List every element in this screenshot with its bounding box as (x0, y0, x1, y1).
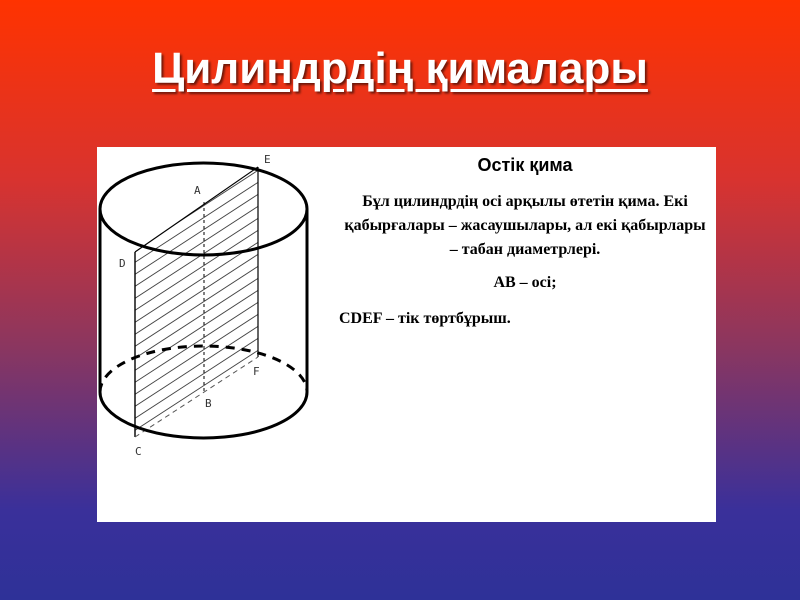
slide-title: Цилиндрдің қималары (152, 44, 648, 93)
axis-statement: AB – осі; (493, 274, 557, 291)
section-heading: Остік қима (477, 155, 573, 175)
label-b: B (205, 397, 212, 410)
label-e: E (264, 153, 271, 166)
section-hatching (97, 147, 297, 522)
cylinder-diagram (97, 147, 337, 522)
content-panel (97, 147, 716, 522)
rectangle-statement: CDEF – тік төртбұрыш. (339, 310, 511, 327)
section-description: Бұл цилиндрдің осі арқылы өтетін қима. Екі қабырғалары – жасаушылары, ал екі қабырлары – табан диаметрлері. (344, 193, 706, 258)
edge-cf-hidden (135, 357, 258, 437)
label-d: D (119, 257, 126, 270)
label-f: F (253, 365, 260, 378)
label-a: A (194, 184, 201, 197)
section-text (337, 153, 713, 328)
label-c: C (135, 445, 142, 458)
edge-de (135, 167, 258, 252)
bottom-base-front (100, 392, 307, 438)
